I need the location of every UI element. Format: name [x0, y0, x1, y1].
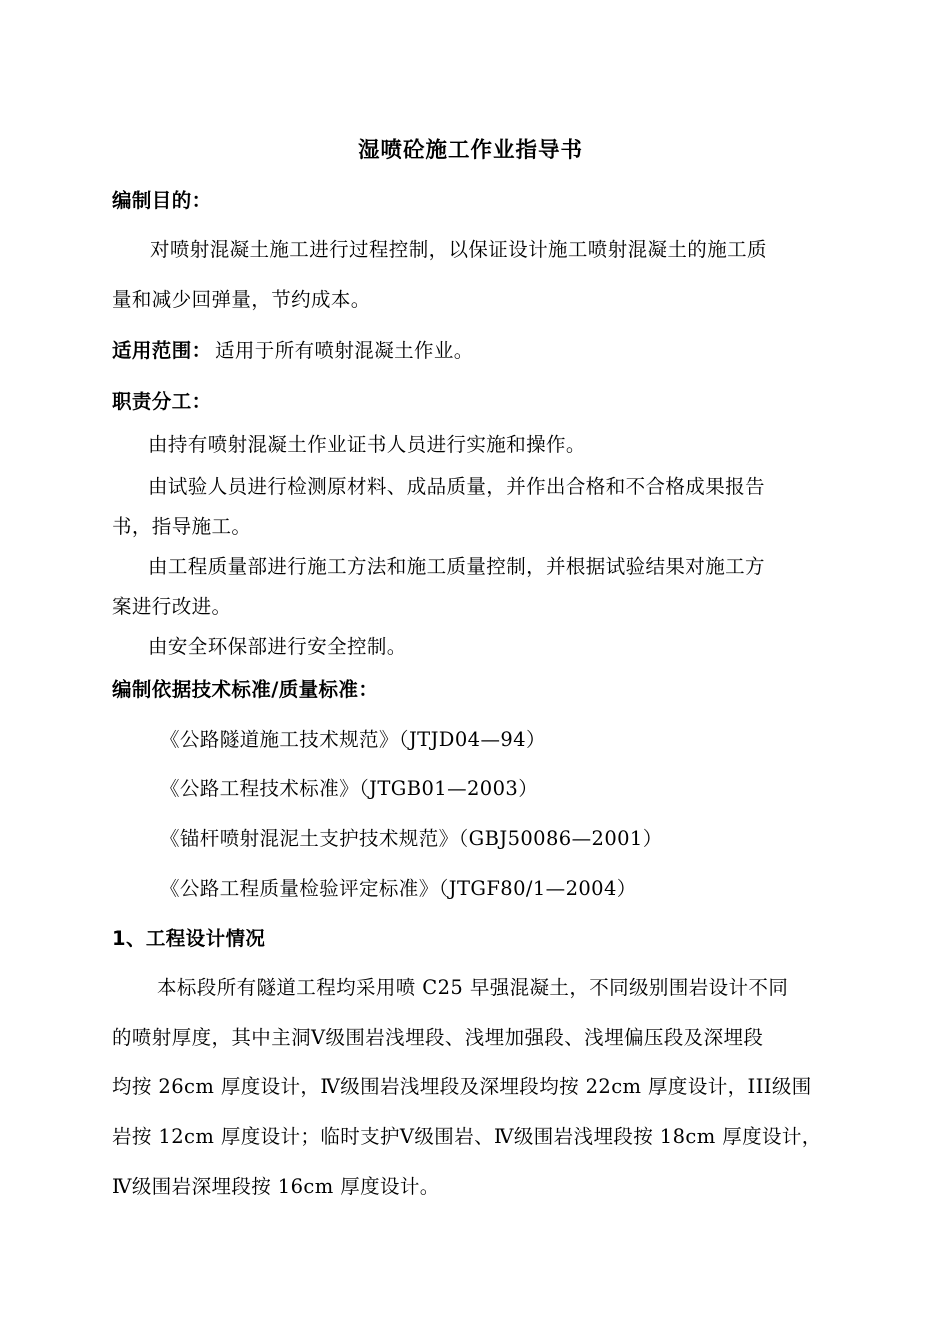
section-1-line-5: Ⅳ级围岩深埋段按 16cm 厚度设计。: [112, 1175, 440, 1198]
purpose-heading: 编制目的：: [112, 189, 212, 212]
purpose-paragraph-line-2: 量和减少回弹量，节约成本。: [112, 288, 371, 311]
duty-item-2-line-1: 由试验人员进行检测原材料、成品质量，并作出合格和不合格成果报告: [148, 475, 765, 498]
scope-heading: 适用范围：: [112, 339, 212, 362]
scope-text: 适用于所有喷射混凝土作业。: [215, 339, 474, 362]
section-1-line-2: 的喷射厚度，其中主洞Ⅴ级围岩浅埋段、浅埋加强段、浅埋偏压段及深埋段: [112, 1026, 764, 1049]
duties-heading: 职责分工：: [112, 390, 212, 413]
standard-item-2: 《公路工程技术标准》（JTGB01—2003）: [160, 777, 539, 800]
section-1-line-4: 岩按 12cm 厚度设计；临时支护Ⅴ级围岩、Ⅳ级围岩浅埋段按 18cm 厚度设计，: [112, 1125, 822, 1148]
standards-heading: 编制依据技术标准/质量标准：: [112, 678, 379, 701]
section-1-heading: 1、工程设计情况: [112, 927, 266, 950]
section-1-line-1: 本标段所有隧道工程均采用喷 C25 早强混凝土，不同级别围岩设计不同: [157, 976, 789, 999]
duty-item-1: 由持有喷射混凝土作业证书人员进行实施和操作。: [148, 433, 586, 456]
standard-item-1: 《公路隧道施工技术规范》（JTJD04—94）: [160, 728, 546, 751]
duty-item-3-line-2: 案进行改进。: [112, 595, 232, 618]
duty-item-2-line-2: 书，指导施工。: [112, 515, 252, 538]
standard-item-4: 《公路工程质量检验评定标准》（JTGF80/1—2004）: [160, 877, 637, 900]
purpose-paragraph-line-1: 对喷射混凝土施工进行过程控制，以保证设计施工喷射混凝土的施工质: [150, 238, 767, 261]
duty-item-4: 由安全环保部进行安全控制。: [148, 635, 407, 658]
standard-item-3: 《锚杆喷射混泥土支护技术规范》（GBJ50086—2001）: [160, 827, 663, 850]
page-title: 湿喷砼施工作业指导书: [358, 138, 584, 163]
section-1-line-3: 均按 26cm 厚度设计，Ⅳ级围岩浅埋段及深埋段均按 22cm 厚度设计，III级围: [112, 1075, 812, 1098]
duty-item-3-line-1: 由工程质量部进行施工方法和施工质量控制，并根据试验结果对施工方: [148, 555, 765, 578]
